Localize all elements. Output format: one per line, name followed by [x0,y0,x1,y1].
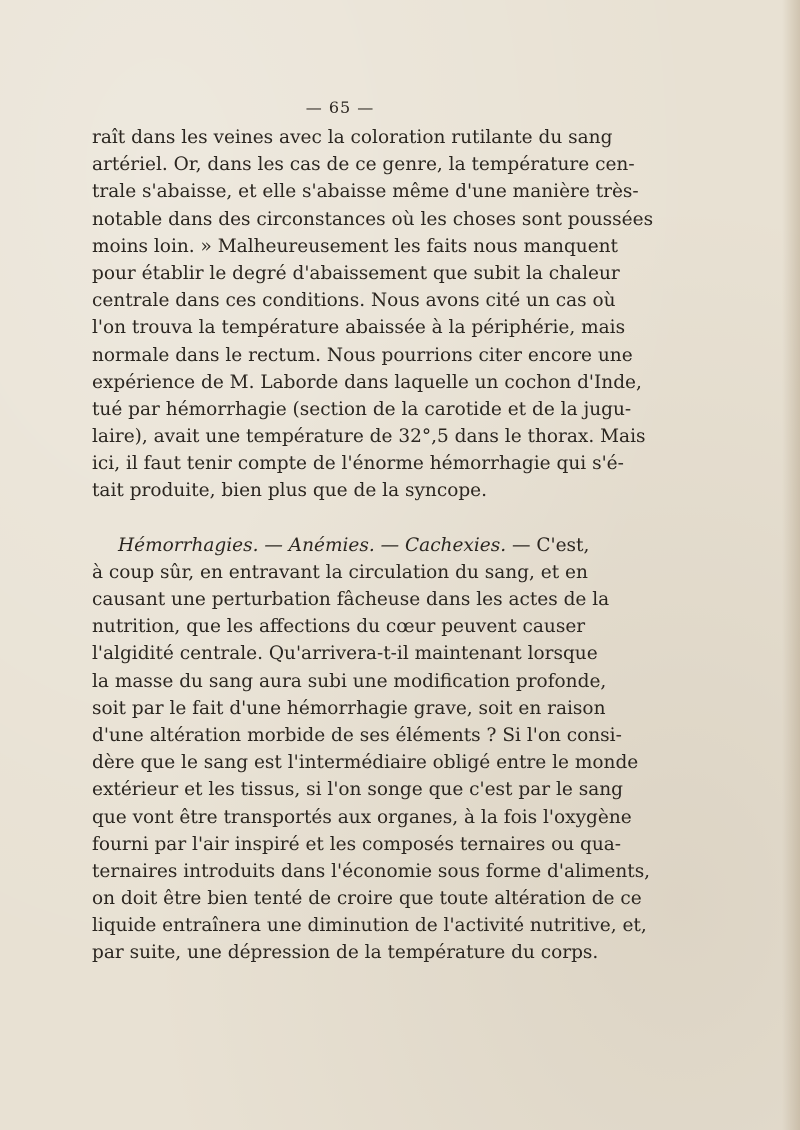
text-line: liquide entraînera une diminution de l'activité nutritive, et, [92,915,647,937]
text-line: centrale dans ces conditions. Nous avons cité un cas où [92,290,616,312]
text-line: on doit être bien tenté de croire que toute altération de ce [92,888,642,910]
text-line: que vont être transportés aux organes, à la fois l'oxygène [92,806,632,828]
text-line: à coup sûr, en entravant la circulation du sang, et en [92,561,588,583]
body-text [92,124,654,967]
text-line: ternaires introduits dans l'économie sous forme d'aliments, [92,860,651,882]
text-line: soit par le fait d'une hémorrhagie grave, soit en raison [92,697,606,719]
text-line: artériel. Or, dans les cas de ce genre, la température cen- [92,154,635,176]
text-line: raît dans les veines avec la coloration rutilante du sang [92,127,613,148]
text-line: dère que le sang est l'intermédiaire obligé entre le monde [92,752,639,774]
heading-tail: — C'est, [506,534,590,556]
text-line: extérieur et les tissus, si l'on songe que c'est par le sang [92,779,623,801]
text-line: tué par hémorrhagie (section de la carotide et de la jugu- [92,398,632,420]
section-heading: Hémorrhagies. — Anémies. — Cachexies. [118,534,507,556]
text-line: trale s'abaisse, et elle s'abaisse même d'une manière très- [92,181,639,203]
text-line: fourni par l'air inspiré et les composés ternaires ou qua- [92,833,622,855]
paragraph-continuation [92,124,654,505]
text-line: la masse du sang aura subi une modification profonde, [92,670,607,692]
section-heading-line [92,532,590,559]
paragraph-gap [92,505,574,532]
text-line: nutrition, que les affections du cœur peuvent causer [92,616,586,638]
page-number: — 65 — [305,98,375,117]
text-line: pour établir le degré d'abaissement que subit la chaleur [92,262,620,284]
paragraph-hemorrhagies [92,532,651,967]
text-line: l'on trouva la température abaissée à la périphérie, mais [92,317,626,339]
text-line: moins loin. » Malheureusement les faits nous manquent [92,235,618,257]
text-line: d'une altération morbide de ses éléments ? Si l'on consi- [92,724,622,746]
text-line: ici, il faut tenir compte de l'énorme hémorrhagie qui s'é- [92,453,624,475]
text-line: causant une perturbation fâcheuse dans les actes de la [92,589,610,610]
text-line: laire), avait une température de 32°,5 dans le thorax. Mais [92,426,646,448]
text-line: par suite, une dépression de la température du corps. [92,942,599,964]
page-edge-shadow [782,0,800,1130]
text-line: tait produite, bien plus que de la syncope. [92,480,488,502]
text-line: l'algidité centrale. Qu'arrivera-t-il maintenant lorsque [92,643,598,665]
text-line: expérience de M. Laborde dans laquelle un cochon d'Inde, [92,371,642,393]
text-line: normale dans le rectum. Nous pourrions citer encore une [92,344,633,366]
text-line: notable dans des circonstances où les choses sont poussées [92,208,654,230]
